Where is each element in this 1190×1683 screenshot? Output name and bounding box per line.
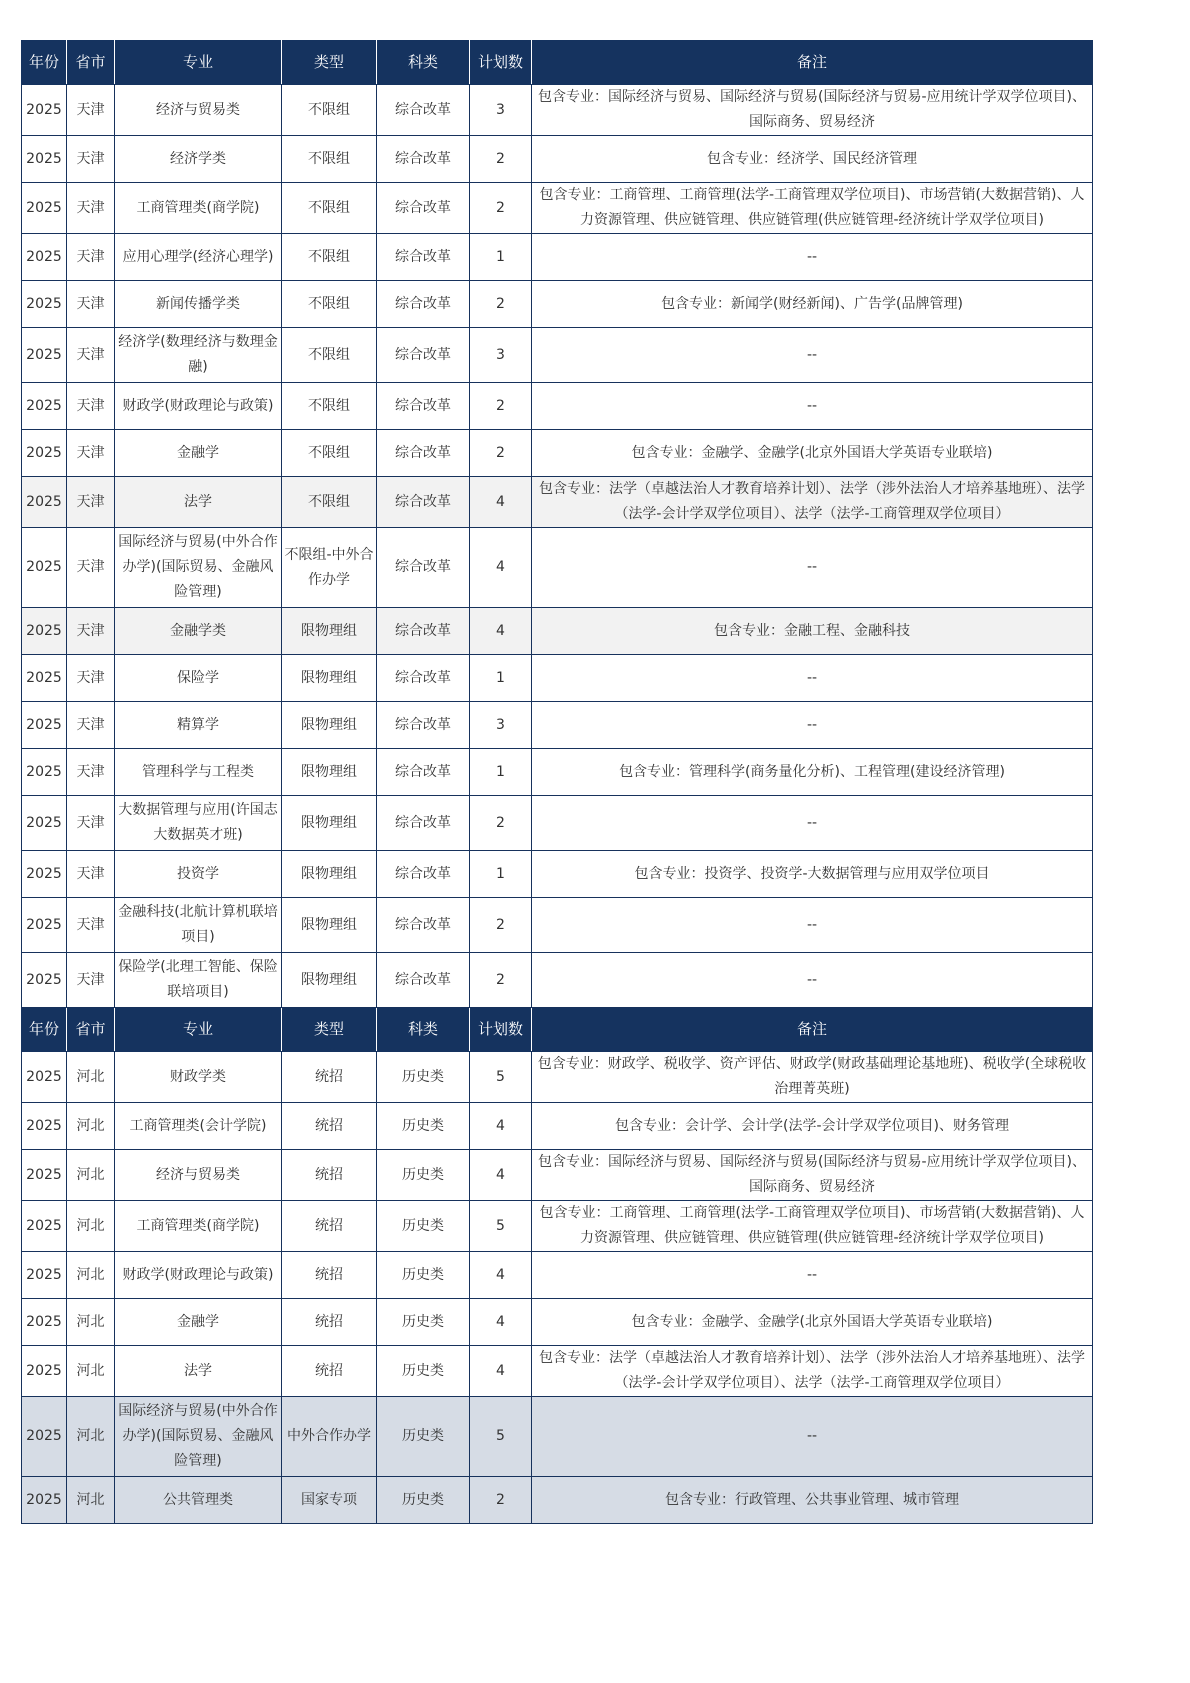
table-row	[22, 328, 1093, 383]
table-row	[22, 608, 1093, 655]
plan-count-cell: 2	[470, 430, 532, 477]
note-cell: --	[532, 702, 1093, 749]
major-cell: 金融科技(北航计算机联培项目)	[115, 898, 282, 953]
plan-count-cell: 4	[470, 608, 532, 655]
note-cell: 包含专业：金融学、金融学(北京外国语大学英语专业联培)	[532, 430, 1093, 477]
type-cell: 统招	[282, 1150, 377, 1201]
table-row	[22, 1477, 1093, 1524]
subject-cell: 综合改革	[377, 234, 470, 281]
plan-count-cell: 2	[470, 281, 532, 328]
plan-count-cell: 4	[470, 528, 532, 608]
type-cell: 限物理组	[282, 608, 377, 655]
major-cell: 经济与贸易类	[115, 85, 282, 136]
subject-cell: 综合改革	[377, 477, 470, 528]
type-cell: 不限组	[282, 136, 377, 183]
year-cell: 2025	[22, 1150, 67, 1201]
table-row	[22, 183, 1093, 234]
subject-cell: 历史类	[377, 1150, 470, 1201]
major-cell: 经济学类	[115, 136, 282, 183]
major-cell: 法学	[115, 1346, 282, 1397]
type-cell: 限物理组	[282, 655, 377, 702]
admission-plan-document	[21, 40, 1092, 1524]
plan-count-cell: 2	[470, 383, 532, 430]
header-note: 备注	[532, 1008, 1093, 1052]
province-cell: 天津	[67, 328, 115, 383]
major-cell: 经济与贸易类	[115, 1150, 282, 1201]
year-cell: 2025	[22, 851, 67, 898]
note-cell: 包含专业：管理科学(商务量化分析)、工程管理(建设经济管理)	[532, 749, 1093, 796]
province-cell: 天津	[67, 953, 115, 1008]
type-cell: 限物理组	[282, 898, 377, 953]
province-cell: 河北	[67, 1052, 115, 1103]
major-cell: 管理科学与工程类	[115, 749, 282, 796]
major-cell: 经济学(数理经济与数理金融)	[115, 328, 282, 383]
note-cell: --	[532, 528, 1093, 608]
table-row	[22, 1252, 1093, 1299]
note-cell: --	[532, 796, 1093, 851]
subject-cell: 历史类	[377, 1201, 470, 1252]
province-cell: 河北	[67, 1201, 115, 1252]
major-cell: 财政学类	[115, 1052, 282, 1103]
note-cell: 包含专业：工商管理、工商管理(法学-工商管理双学位项目)、市场营销(大数据营销)、人力资源管理、供应链管理、供应链管理(供应链管理-经济统计学双学位项目)	[532, 183, 1093, 234]
type-cell: 中外合作办学	[282, 1397, 377, 1477]
subject-cell: 综合改革	[377, 183, 470, 234]
note-cell: --	[532, 953, 1093, 1008]
table-row	[22, 430, 1093, 477]
major-cell: 财政学(财政理论与政策)	[115, 1252, 282, 1299]
type-cell: 统招	[282, 1052, 377, 1103]
subject-cell: 综合改革	[377, 281, 470, 328]
subject-cell: 综合改革	[377, 528, 470, 608]
year-cell: 2025	[22, 655, 67, 702]
subject-cell: 历史类	[377, 1052, 470, 1103]
major-cell: 财政学(财政理论与政策)	[115, 383, 282, 430]
type-cell: 国家专项	[282, 1477, 377, 1524]
table-row	[22, 1201, 1093, 1252]
province-cell: 天津	[67, 383, 115, 430]
subject-cell: 综合改革	[377, 136, 470, 183]
year-cell: 2025	[22, 1201, 67, 1252]
note-cell: --	[532, 328, 1093, 383]
province-cell: 天津	[67, 528, 115, 608]
note-cell: 包含专业：法学（卓越法治人才教育培养计划）、法学（涉外法治人才培养基地班）、法学（法学-会计学双学位项目）、法学（法学-工商管理双学位项目）	[532, 1346, 1093, 1397]
plan-count-cell: 2	[470, 136, 532, 183]
year-cell: 2025	[22, 528, 67, 608]
plan-count-cell: 3	[470, 328, 532, 383]
year-cell: 2025	[22, 383, 67, 430]
subject-cell: 历史类	[377, 1477, 470, 1524]
year-cell: 2025	[22, 1397, 67, 1477]
year-cell: 2025	[22, 796, 67, 851]
note-cell: --	[532, 383, 1093, 430]
plan-count-cell: 1	[470, 655, 532, 702]
note-cell: --	[532, 234, 1093, 281]
plan-count-cell: 2	[470, 1477, 532, 1524]
note-cell: --	[532, 898, 1093, 953]
province-cell: 河北	[67, 1103, 115, 1150]
year-cell: 2025	[22, 183, 67, 234]
year-cell: 2025	[22, 898, 67, 953]
major-cell: 公共管理类	[115, 1477, 282, 1524]
province-cell: 河北	[67, 1477, 115, 1524]
major-cell: 工商管理类(会计学院)	[115, 1103, 282, 1150]
plan-count-cell: 3	[470, 702, 532, 749]
note-cell: 包含专业：投资学、投资学-大数据管理与应用双学位项目	[532, 851, 1093, 898]
subject-cell: 综合改革	[377, 702, 470, 749]
province-cell: 天津	[67, 85, 115, 136]
type-cell: 限物理组	[282, 851, 377, 898]
type-cell: 不限组	[282, 430, 377, 477]
province-cell: 天津	[67, 477, 115, 528]
major-cell: 精算学	[115, 702, 282, 749]
year-cell: 2025	[22, 1052, 67, 1103]
major-cell: 保险学(北理工智能、保险联培项目)	[115, 953, 282, 1008]
note-cell: 包含专业：行政管理、公共事业管理、城市管理	[532, 1477, 1093, 1524]
subject-cell: 综合改革	[377, 608, 470, 655]
major-cell: 新闻传播学类	[115, 281, 282, 328]
header-province: 省市	[67, 1008, 115, 1052]
type-cell: 统招	[282, 1346, 377, 1397]
table-row	[22, 702, 1093, 749]
province-cell: 天津	[67, 136, 115, 183]
subject-cell: 综合改革	[377, 383, 470, 430]
note-cell: 包含专业：经济学、国民经济管理	[532, 136, 1093, 183]
plan-count-cell: 2	[470, 953, 532, 1008]
year-cell: 2025	[22, 1252, 67, 1299]
type-cell: 不限组-中外合作办学	[282, 528, 377, 608]
province-cell: 天津	[67, 851, 115, 898]
note-cell: 包含专业：金融工程、金融科技	[532, 608, 1093, 655]
province-cell: 河北	[67, 1150, 115, 1201]
province-cell: 天津	[67, 430, 115, 477]
header-plan-count: 计划数	[470, 41, 532, 85]
year-cell: 2025	[22, 953, 67, 1008]
header-year: 年份	[22, 41, 67, 85]
note-cell: --	[532, 655, 1093, 702]
table-body	[22, 41, 1093, 1524]
province-cell: 天津	[67, 796, 115, 851]
subject-cell: 历史类	[377, 1103, 470, 1150]
table-row	[22, 749, 1093, 796]
major-cell: 金融学	[115, 1299, 282, 1346]
table-row	[22, 1103, 1093, 1150]
year-cell: 2025	[22, 749, 67, 796]
plan-count-cell: 5	[470, 1052, 532, 1103]
year-cell: 2025	[22, 702, 67, 749]
header-plan-count: 计划数	[470, 1008, 532, 1052]
province-cell: 天津	[67, 281, 115, 328]
plan-count-cell: 1	[470, 851, 532, 898]
major-cell: 保险学	[115, 655, 282, 702]
table-row	[22, 1346, 1093, 1397]
plan-count-cell: 2	[470, 183, 532, 234]
major-cell: 大数据管理与应用(许国志大数据英才班)	[115, 796, 282, 851]
province-cell: 天津	[67, 749, 115, 796]
major-cell: 国际经济与贸易(中外合作办学)(国际贸易、金融风险管理)	[115, 1397, 282, 1477]
subject-cell: 综合改革	[377, 430, 470, 477]
subject-cell: 历史类	[377, 1299, 470, 1346]
header-subject: 科类	[377, 1008, 470, 1052]
note-cell: 包含专业：法学（卓越法治人才教育培养计划）、法学（涉外法治人才培养基地班）、法学（法学-会计学双学位项目）、法学（法学-工商管理双学位项目）	[532, 477, 1093, 528]
subject-cell: 综合改革	[377, 85, 470, 136]
province-cell: 天津	[67, 702, 115, 749]
subject-cell: 综合改革	[377, 749, 470, 796]
type-cell: 限物理组	[282, 749, 377, 796]
admission-plan-table	[21, 40, 1093, 1524]
table-row	[22, 136, 1093, 183]
province-cell: 河北	[67, 1397, 115, 1477]
major-cell: 工商管理类(商学院)	[115, 1201, 282, 1252]
year-cell: 2025	[22, 1346, 67, 1397]
plan-count-cell: 4	[470, 1252, 532, 1299]
table-row	[22, 655, 1093, 702]
note-cell: 包含专业：新闻学(财经新闻)、广告学(品牌管理)	[532, 281, 1093, 328]
table-row	[22, 234, 1093, 281]
type-cell: 不限组	[282, 183, 377, 234]
province-cell: 河北	[67, 1346, 115, 1397]
year-cell: 2025	[22, 1299, 67, 1346]
type-cell: 统招	[282, 1103, 377, 1150]
subject-cell: 综合改革	[377, 851, 470, 898]
major-cell: 金融学类	[115, 608, 282, 655]
type-cell: 限物理组	[282, 796, 377, 851]
year-cell: 2025	[22, 234, 67, 281]
major-cell: 国际经济与贸易(中外合作办学)(国际贸易、金融风险管理)	[115, 528, 282, 608]
type-cell: 不限组	[282, 328, 377, 383]
header-subject: 科类	[377, 41, 470, 85]
table-row	[22, 281, 1093, 328]
table-header-row	[22, 1008, 1093, 1052]
plan-count-cell: 4	[470, 1150, 532, 1201]
note-cell: --	[532, 1397, 1093, 1477]
table-row	[22, 898, 1093, 953]
major-cell: 投资学	[115, 851, 282, 898]
type-cell: 统招	[282, 1299, 377, 1346]
province-cell: 河北	[67, 1299, 115, 1346]
table-row	[22, 953, 1093, 1008]
header-type: 类型	[282, 41, 377, 85]
year-cell: 2025	[22, 477, 67, 528]
type-cell: 不限组	[282, 234, 377, 281]
note-cell: 包含专业：会计学、会计学(法学-会计学双学位项目)、财务管理	[532, 1103, 1093, 1150]
year-cell: 2025	[22, 85, 67, 136]
subject-cell: 历史类	[377, 1252, 470, 1299]
note-cell: 包含专业：金融学、金融学(北京外国语大学英语专业联培)	[532, 1299, 1093, 1346]
major-cell: 法学	[115, 477, 282, 528]
subject-cell: 历史类	[377, 1397, 470, 1477]
year-cell: 2025	[22, 430, 67, 477]
plan-count-cell: 4	[470, 477, 532, 528]
subject-cell: 综合改革	[377, 655, 470, 702]
note-cell: 包含专业：财政学、税收学、资产评估、财政学(财政基础理论基地班)、税收学(全球税收治理菁英班)	[532, 1052, 1093, 1103]
province-cell: 河北	[67, 1252, 115, 1299]
table-row	[22, 85, 1093, 136]
subject-cell: 综合改革	[377, 328, 470, 383]
table-row	[22, 796, 1093, 851]
subject-cell: 综合改革	[377, 953, 470, 1008]
table-row	[22, 477, 1093, 528]
plan-count-cell: 5	[470, 1201, 532, 1252]
province-cell: 天津	[67, 608, 115, 655]
major-cell: 应用心理学(经济心理学)	[115, 234, 282, 281]
type-cell: 不限组	[282, 383, 377, 430]
subject-cell: 综合改革	[377, 898, 470, 953]
plan-count-cell: 3	[470, 85, 532, 136]
plan-count-cell: 1	[470, 749, 532, 796]
province-cell: 天津	[67, 898, 115, 953]
subject-cell: 综合改革	[377, 796, 470, 851]
province-cell: 天津	[67, 183, 115, 234]
year-cell: 2025	[22, 136, 67, 183]
subject-cell: 历史类	[377, 1346, 470, 1397]
plan-count-cell: 2	[470, 898, 532, 953]
header-type: 类型	[282, 1008, 377, 1052]
table-row	[22, 1052, 1093, 1103]
note-cell: 包含专业：国际经济与贸易、国际经济与贸易(国际经济与贸易-应用统计学双学位项目)、国际商务、贸易经济	[532, 85, 1093, 136]
note-cell: --	[532, 1252, 1093, 1299]
header-major: 专业	[115, 41, 282, 85]
plan-count-cell: 5	[470, 1397, 532, 1477]
table-header-row	[22, 41, 1093, 85]
plan-count-cell: 2	[470, 796, 532, 851]
type-cell: 不限组	[282, 85, 377, 136]
plan-count-cell: 4	[470, 1346, 532, 1397]
type-cell: 不限组	[282, 281, 377, 328]
table-row	[22, 851, 1093, 898]
header-major: 专业	[115, 1008, 282, 1052]
major-cell: 工商管理类(商学院)	[115, 183, 282, 234]
type-cell: 不限组	[282, 477, 377, 528]
header-province: 省市	[67, 41, 115, 85]
plan-count-cell: 1	[470, 234, 532, 281]
province-cell: 天津	[67, 234, 115, 281]
province-cell: 天津	[67, 655, 115, 702]
header-note: 备注	[532, 41, 1093, 85]
plan-count-cell: 4	[470, 1103, 532, 1150]
header-year: 年份	[22, 1008, 67, 1052]
year-cell: 2025	[22, 608, 67, 655]
year-cell: 2025	[22, 1103, 67, 1150]
table-row	[22, 383, 1093, 430]
table-row	[22, 1299, 1093, 1346]
year-cell: 2025	[22, 1477, 67, 1524]
type-cell: 统招	[282, 1201, 377, 1252]
table-row	[22, 528, 1093, 608]
plan-count-cell: 4	[470, 1299, 532, 1346]
note-cell: 包含专业：工商管理、工商管理(法学-工商管理双学位项目)、市场营销(大数据营销)、人力资源管理、供应链管理、供应链管理(供应链管理-经济统计学双学位项目)	[532, 1201, 1093, 1252]
year-cell: 2025	[22, 328, 67, 383]
note-cell: 包含专业：国际经济与贸易、国际经济与贸易(国际经济与贸易-应用统计学双学位项目)、国际商务、贸易经济	[532, 1150, 1093, 1201]
type-cell: 统招	[282, 1252, 377, 1299]
type-cell: 限物理组	[282, 953, 377, 1008]
table-row	[22, 1397, 1093, 1477]
major-cell: 金融学	[115, 430, 282, 477]
year-cell: 2025	[22, 281, 67, 328]
table-row	[22, 1150, 1093, 1201]
type-cell: 限物理组	[282, 702, 377, 749]
